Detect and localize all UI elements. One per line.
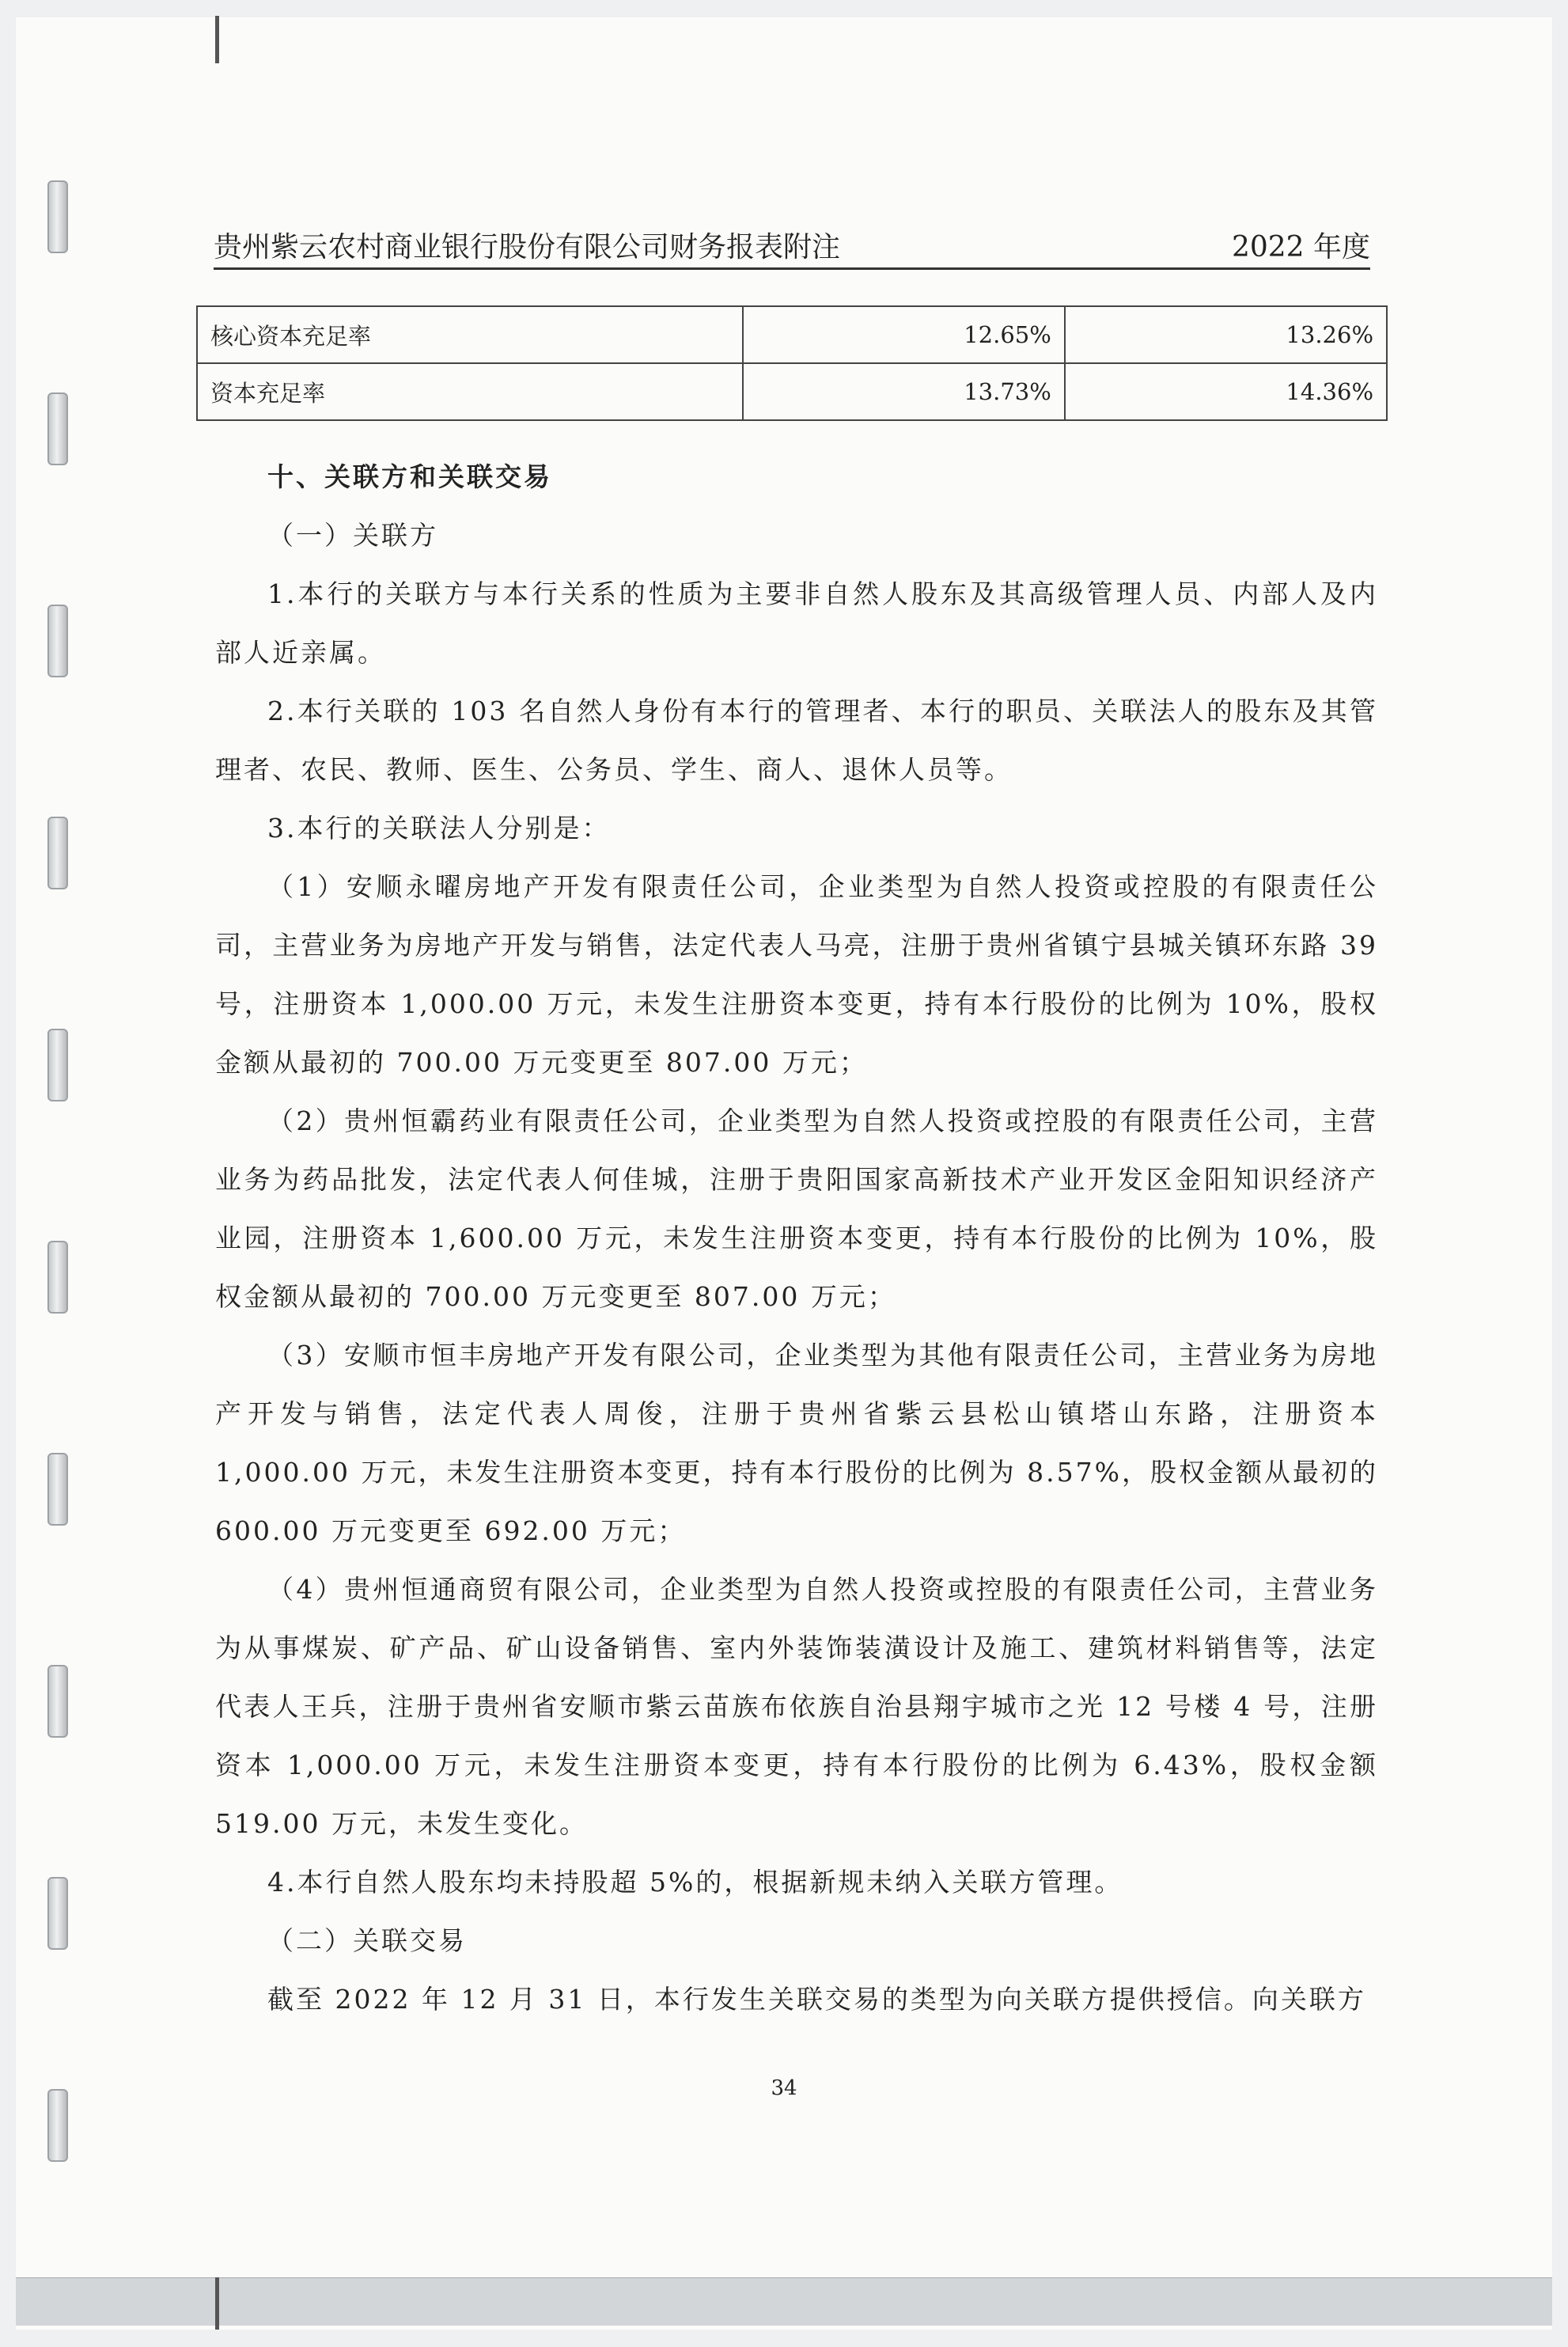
row-label: 核心资本充足率 (197, 306, 743, 363)
entity-paragraph: （1）安顺永曜房地产开发有限责任公司，企业类型为自然人投资或控股的有限责任公司，主营业务为房地产开发与销售，法定代表人马亮，注册于贵州省镇宁县城关镇环东路 39 号，注册资本 1,000.00 万元，未发生注册资本变更，持有本行股份的比例为 10%，股权金额从最初的 700.00 万元变更至 807.00 万元； (215, 871, 1378, 1078)
binding-hole (47, 817, 68, 889)
header-title: 贵州紫云农村商业银行股份有限公司财务报表附注 (214, 231, 841, 264)
header-year: 2022 年度 (1231, 231, 1370, 264)
body-text (215, 448, 1378, 2029)
paragraph: 4.本行自然人股东均未持股超 5%的，根据新规未纳入关联方管理。 (267, 1867, 1123, 1898)
subsection-heading: （二）关联交易 (267, 1925, 467, 1956)
binding-hole (47, 1241, 68, 1314)
bottom-edge (16, 2277, 1552, 2326)
entity-paragraph: （2）贵州恒霸药业有限责任公司，企业类型为自然人投资或控股的有限责任公司，主营业务为药品批发，法定代表人何佳城，注册于贵阳国家高新技术产业开发区金阳知识经济产业园，注册资本 1,600.00 万元，未发生注册资本变更，持有本行股份的比例为 10%，股权金额从最初的 700.00 万元变更至 807.00 万元； (215, 1105, 1378, 1312)
entity-paragraph: （4）贵州恒通商贸有限公司，企业类型为自然人投资或控股的有限责任公司，主营业务为从事煤炭、矿产品、矿山设备销售、室内外装饰装潢设计及施工、建筑材料销售等，法定代表人王兵，注册于贵州省安顺市紫云苗族布依族自治县翔宇城市之光 12 号楼 4 号，注册资本 1,000.00 万元，未发生注册资本变更，持有本行股份的比例为 6.43%，股权金额 519.00 万元，未发生变化。 (215, 1574, 1378, 1839)
binding-hole (47, 1029, 68, 1101)
binding-hole (47, 180, 68, 253)
current-value: 13.73% (743, 363, 1065, 420)
row-label: 资本充足率 (197, 363, 743, 420)
page-header (214, 228, 1370, 270)
entity-paragraph: （3）安顺市恒丰房地产开发有限公司，企业类型为其他有限责任公司，主营业务为房地产开发与销售，法定代表人周俊，注册于贵州省紫云县松山镇塔山东路，注册资本 1,000.00 万元，未发生注册资本变更，持有本行股份的比例为 8.57%，股权金额从最初的 600.00 万元变更至 692.00 万元； (215, 1340, 1378, 1546)
prior-value: 14.36% (1065, 363, 1387, 420)
binding-hole (47, 1665, 68, 1738)
paragraph: 截至 2022 年 12 月 31 日，本行发生关联交易的类型为向关联方提供授信。向关联方 (267, 1984, 1366, 2015)
subsection-heading: （一）关联方 (267, 520, 438, 551)
table-row (197, 363, 1387, 420)
page-number: 34 (771, 2076, 797, 2100)
binding-hole (47, 605, 68, 677)
prior-value: 13.26% (1065, 306, 1387, 363)
binding-hole (47, 392, 68, 465)
current-value: 12.65% (743, 306, 1065, 363)
paragraph: 2.本行关联的 103 名自然人身份有本行的管理者、本行的职员、关联法人的股东及其管理者、农民、教师、医生、公务员、学生、商人、退休人员等。 (215, 696, 1378, 785)
binding-edge-mark (215, 2277, 219, 2330)
section-heading: 十、关联方和关联交易 (267, 461, 552, 492)
paragraph: 3.本行的关联法人分别是： (267, 813, 611, 844)
table-row (197, 306, 1387, 363)
binding-hole (47, 1877, 68, 1950)
capital-ratio-table (196, 305, 1388, 421)
paragraph: 1.本行的关联方与本行关系的性质为主要非自然人股东及其高级管理人员、内部人及内部人近亲属。 (215, 578, 1378, 668)
binding-hole (47, 1453, 68, 1526)
binding-edge-mark (215, 16, 219, 63)
